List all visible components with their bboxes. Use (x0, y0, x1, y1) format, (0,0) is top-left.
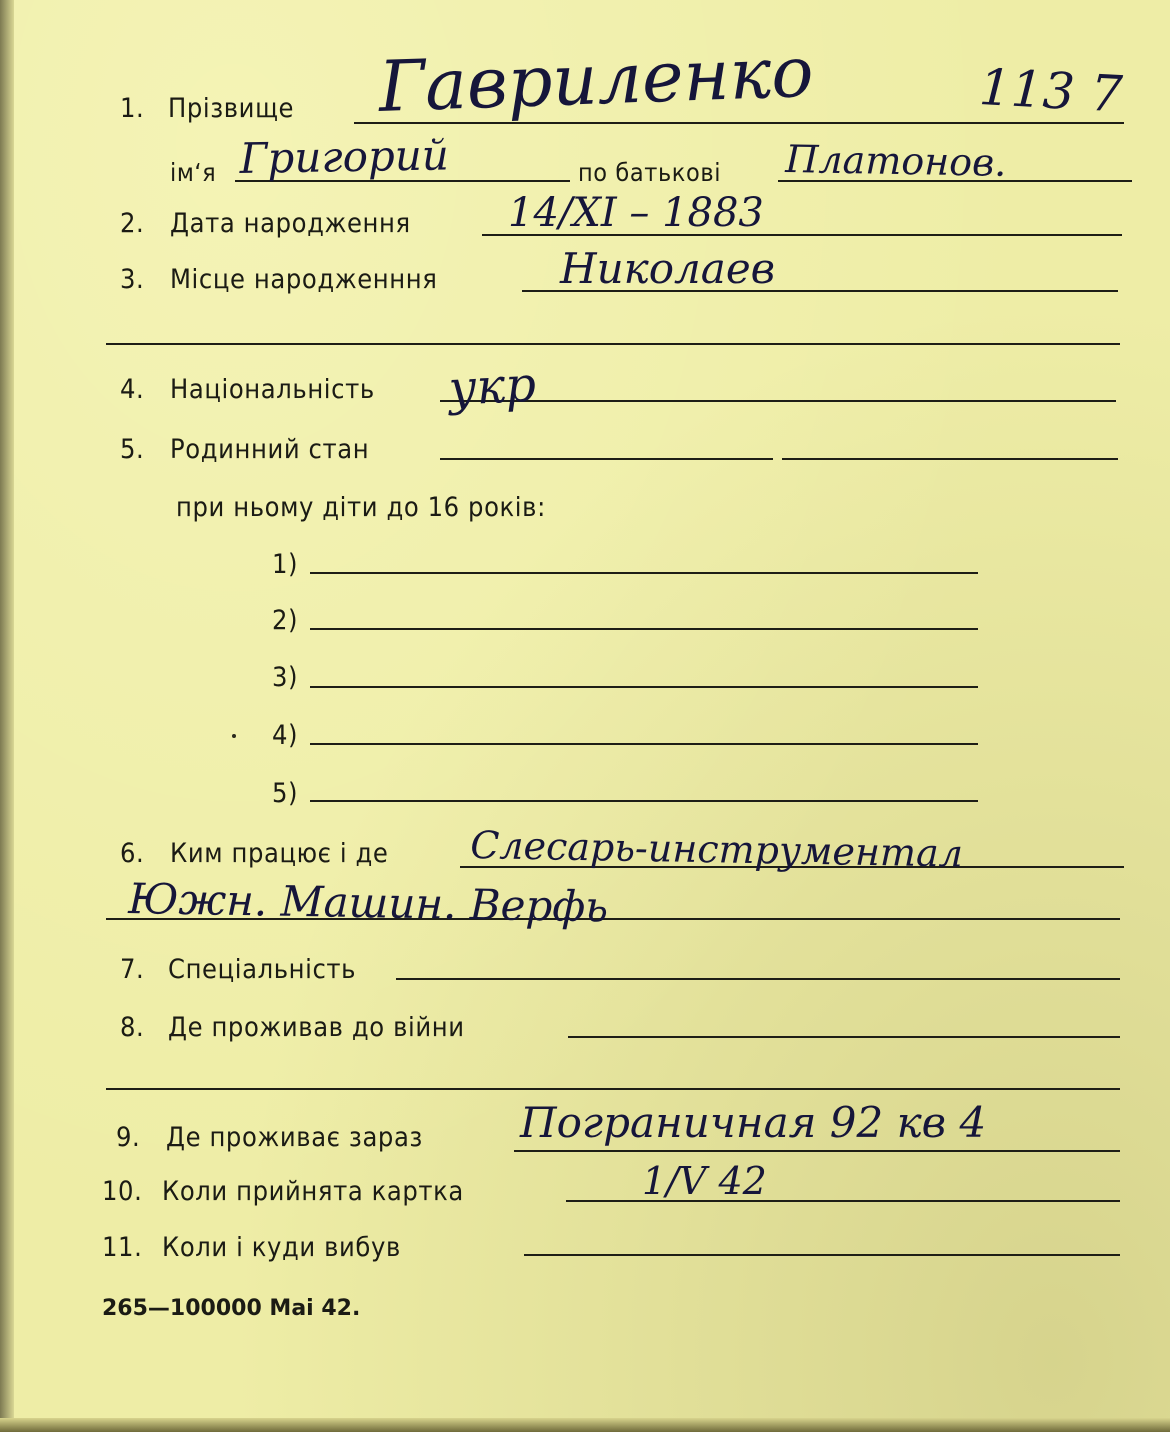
birth-place-value: Николаев (560, 244, 776, 293)
work-place-value: Южн. Машин. Верфь (127, 874, 609, 932)
child-2-label: 2) (272, 605, 299, 636)
child-3-label: 3) (272, 662, 299, 693)
child-4-line (310, 743, 978, 745)
field-11-number: 11. (102, 1232, 143, 1263)
patronymic-label: по батькові (578, 158, 722, 187)
field-6-label: Ким працює і де (170, 838, 389, 869)
child-5-line (310, 800, 978, 802)
field-8-line (568, 1036, 1120, 1038)
card-shadow-edge (0, 0, 14, 1432)
field-10-label: Коли прийнята картка (162, 1176, 464, 1207)
field-2-label: Дата народження (170, 208, 411, 239)
field-2-number: 2. (120, 208, 145, 239)
field-6-number: 6. (120, 838, 145, 869)
field-5-number: 5. (120, 434, 145, 465)
field-5-label: Родинний стан (170, 434, 370, 465)
children-label: при ньому діти до 16 років: (176, 492, 546, 523)
field-5-line-b (782, 458, 1118, 460)
card-number-value: 113 7 (977, 58, 1124, 124)
field-3-label: Місце народженння (170, 264, 438, 295)
field-4-line (440, 400, 1116, 402)
work-value: Слесарь-инструментал (469, 823, 964, 876)
print-run-footer: 265—100000 Mai 42. (102, 1296, 361, 1321)
address-value: Пограничная 92 кв 4 (520, 1098, 987, 1147)
surname-value: Гавриленко (377, 30, 815, 128)
field-3-extra-line (106, 343, 1120, 345)
field-9-number: 9. (116, 1122, 141, 1153)
field-8-label: Де проживав до війни (168, 1012, 465, 1043)
first-name-value: Григорий (239, 130, 450, 183)
birth-date-value: 14/XI – 1883 (508, 190, 764, 236)
field-7-number: 7. (120, 954, 145, 985)
field-1-label: Прізвище (168, 93, 295, 124)
field-8-extra-line (106, 1088, 1120, 1090)
first-name-label: ім‘я (170, 158, 217, 187)
field-11-line (524, 1254, 1120, 1256)
child-5-label: 5) (272, 778, 299, 809)
field-3-number: 3. (120, 264, 145, 295)
field-1-number: 1. (120, 93, 145, 124)
field-4-number: 4. (120, 374, 145, 405)
field-7-line (396, 978, 1120, 980)
card-date-value: 1/V 42 (642, 1159, 767, 1203)
ink-speck (232, 734, 236, 738)
nationality-value: укр (447, 356, 538, 417)
field-9-label: Де проживає зараз (166, 1122, 423, 1153)
field-7-label: Спеціальність (168, 954, 357, 985)
field-8-number: 8. (120, 1012, 145, 1043)
field-9-line (514, 1150, 1120, 1152)
child-1-line (310, 572, 978, 574)
child-4-label: 4) (272, 720, 299, 751)
child-1-label: 1) (272, 549, 299, 580)
child-2-line (310, 628, 978, 630)
field-11-label: Коли і куди вибув (162, 1232, 401, 1263)
field-5-line-a (440, 458, 773, 460)
child-3-line (310, 686, 978, 688)
card-bottom-edge (0, 1418, 1170, 1432)
field-4-label: Національність (170, 374, 375, 405)
field-10-number: 10. (102, 1176, 143, 1207)
patronymic-value: Платонов. (784, 137, 1007, 185)
